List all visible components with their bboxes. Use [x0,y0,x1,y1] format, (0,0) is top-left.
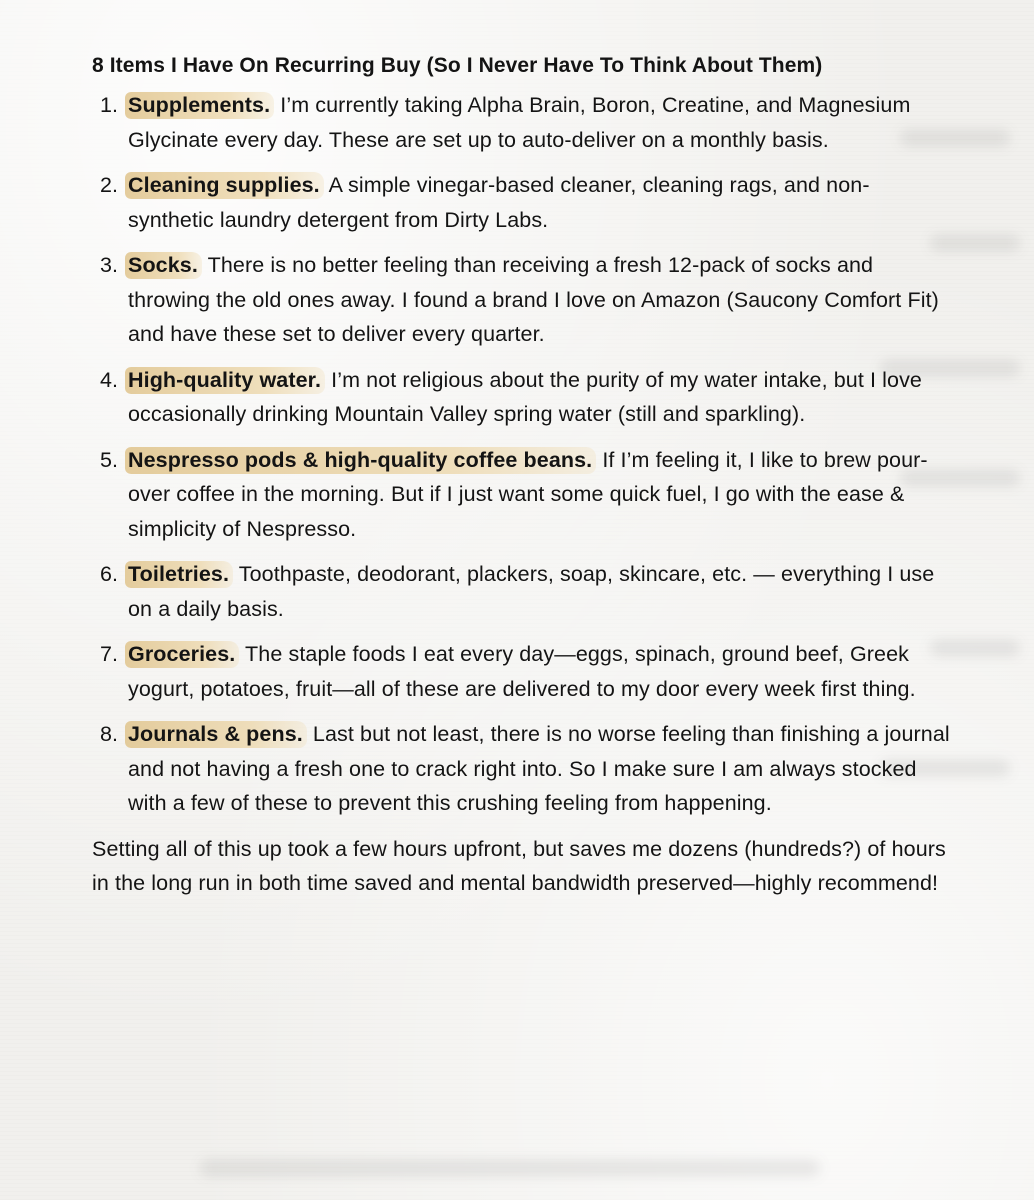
list-item [92,557,952,626]
article-content [92,50,952,901]
item-text: I’m not religious about the purity of my water intake, but I love occasionally drinking Mountain Valley spring water (still and sparkling). [128,367,922,426]
recurring-items-list [92,88,952,821]
item-number: 1. [100,93,119,117]
item-number: 4. [100,367,119,392]
list-item [92,443,952,547]
article-title: 8 Items I Have On Recurring Buy (So I Never Have To Think About Them) [92,54,823,77]
list-item [92,363,952,432]
item-heading: Toiletries. [125,561,233,588]
item-heading: Supplements. [125,92,274,119]
item-heading: Cleaning supplies. [125,172,324,199]
item-text: The staple foods I eat every day—eggs, spinach, ground beef, Greek yogurt, potatoes, fruit—all of these are delivered to my door every week first thing. [128,642,916,701]
item-heading: Socks. [125,252,202,279]
item-text: I’m currently taking Alpha Brain, Boron, Creatine, and Magnesium Glycinate every day. These are set up to auto-deliver on a monthly basis. [128,93,911,152]
list-item [92,248,952,352]
item-text: A simple vinegar-based cleaner, cleaning rags, and non-synthetic laundry detergent from Dirty Labs. [128,173,870,232]
item-heading: High-quality water. [125,367,325,394]
item-text: Toothpaste, deodorant, plackers, soap, skincare, etc. — everything I use on a daily basis. [128,562,935,621]
item-text: Last but not least, there is no worse feeling than finishing a journal and not having a fresh one to crack right into. So I make sure I am always stocked with a few of these to prevent this crushing feeling from happening. [128,722,950,815]
item-heading: Groceries. [125,641,239,668]
item-number: 3. [100,253,119,277]
list-item [92,88,952,157]
closing-paragraph: Setting all of this up took a few hours upfront, but saves me dozens (hundreds?) of hours in the long run in both time saved and mental bandwidth preserved—highly recommend! [92,836,946,895]
list-item [92,717,952,821]
blurred-text-ghost [200,1160,820,1176]
list-item [92,637,952,706]
item-number: 8. [100,722,119,746]
list-item [92,168,952,237]
item-text: If I’m feeling it, I like to brew pour-over coffee in the morning. But if I just want some quick fuel, I go with the ease & simplicity of Nespresso. [128,447,928,541]
item-heading: Journals & pens. [125,721,307,748]
item-number: 2. [100,173,119,197]
item-number: 5. [100,447,119,472]
item-number: 7. [100,642,119,666]
item-heading: Nespresso pods & high-quality coffee beans. [125,447,596,474]
item-number: 6. [100,562,119,586]
item-text: There is no better feeling than receiving a fresh 12-pack of socks and throwing the old ones away. I found a brand I love on Amazon (Saucony Comfort Fit) and have these set to deliver every quarter. [128,253,939,346]
